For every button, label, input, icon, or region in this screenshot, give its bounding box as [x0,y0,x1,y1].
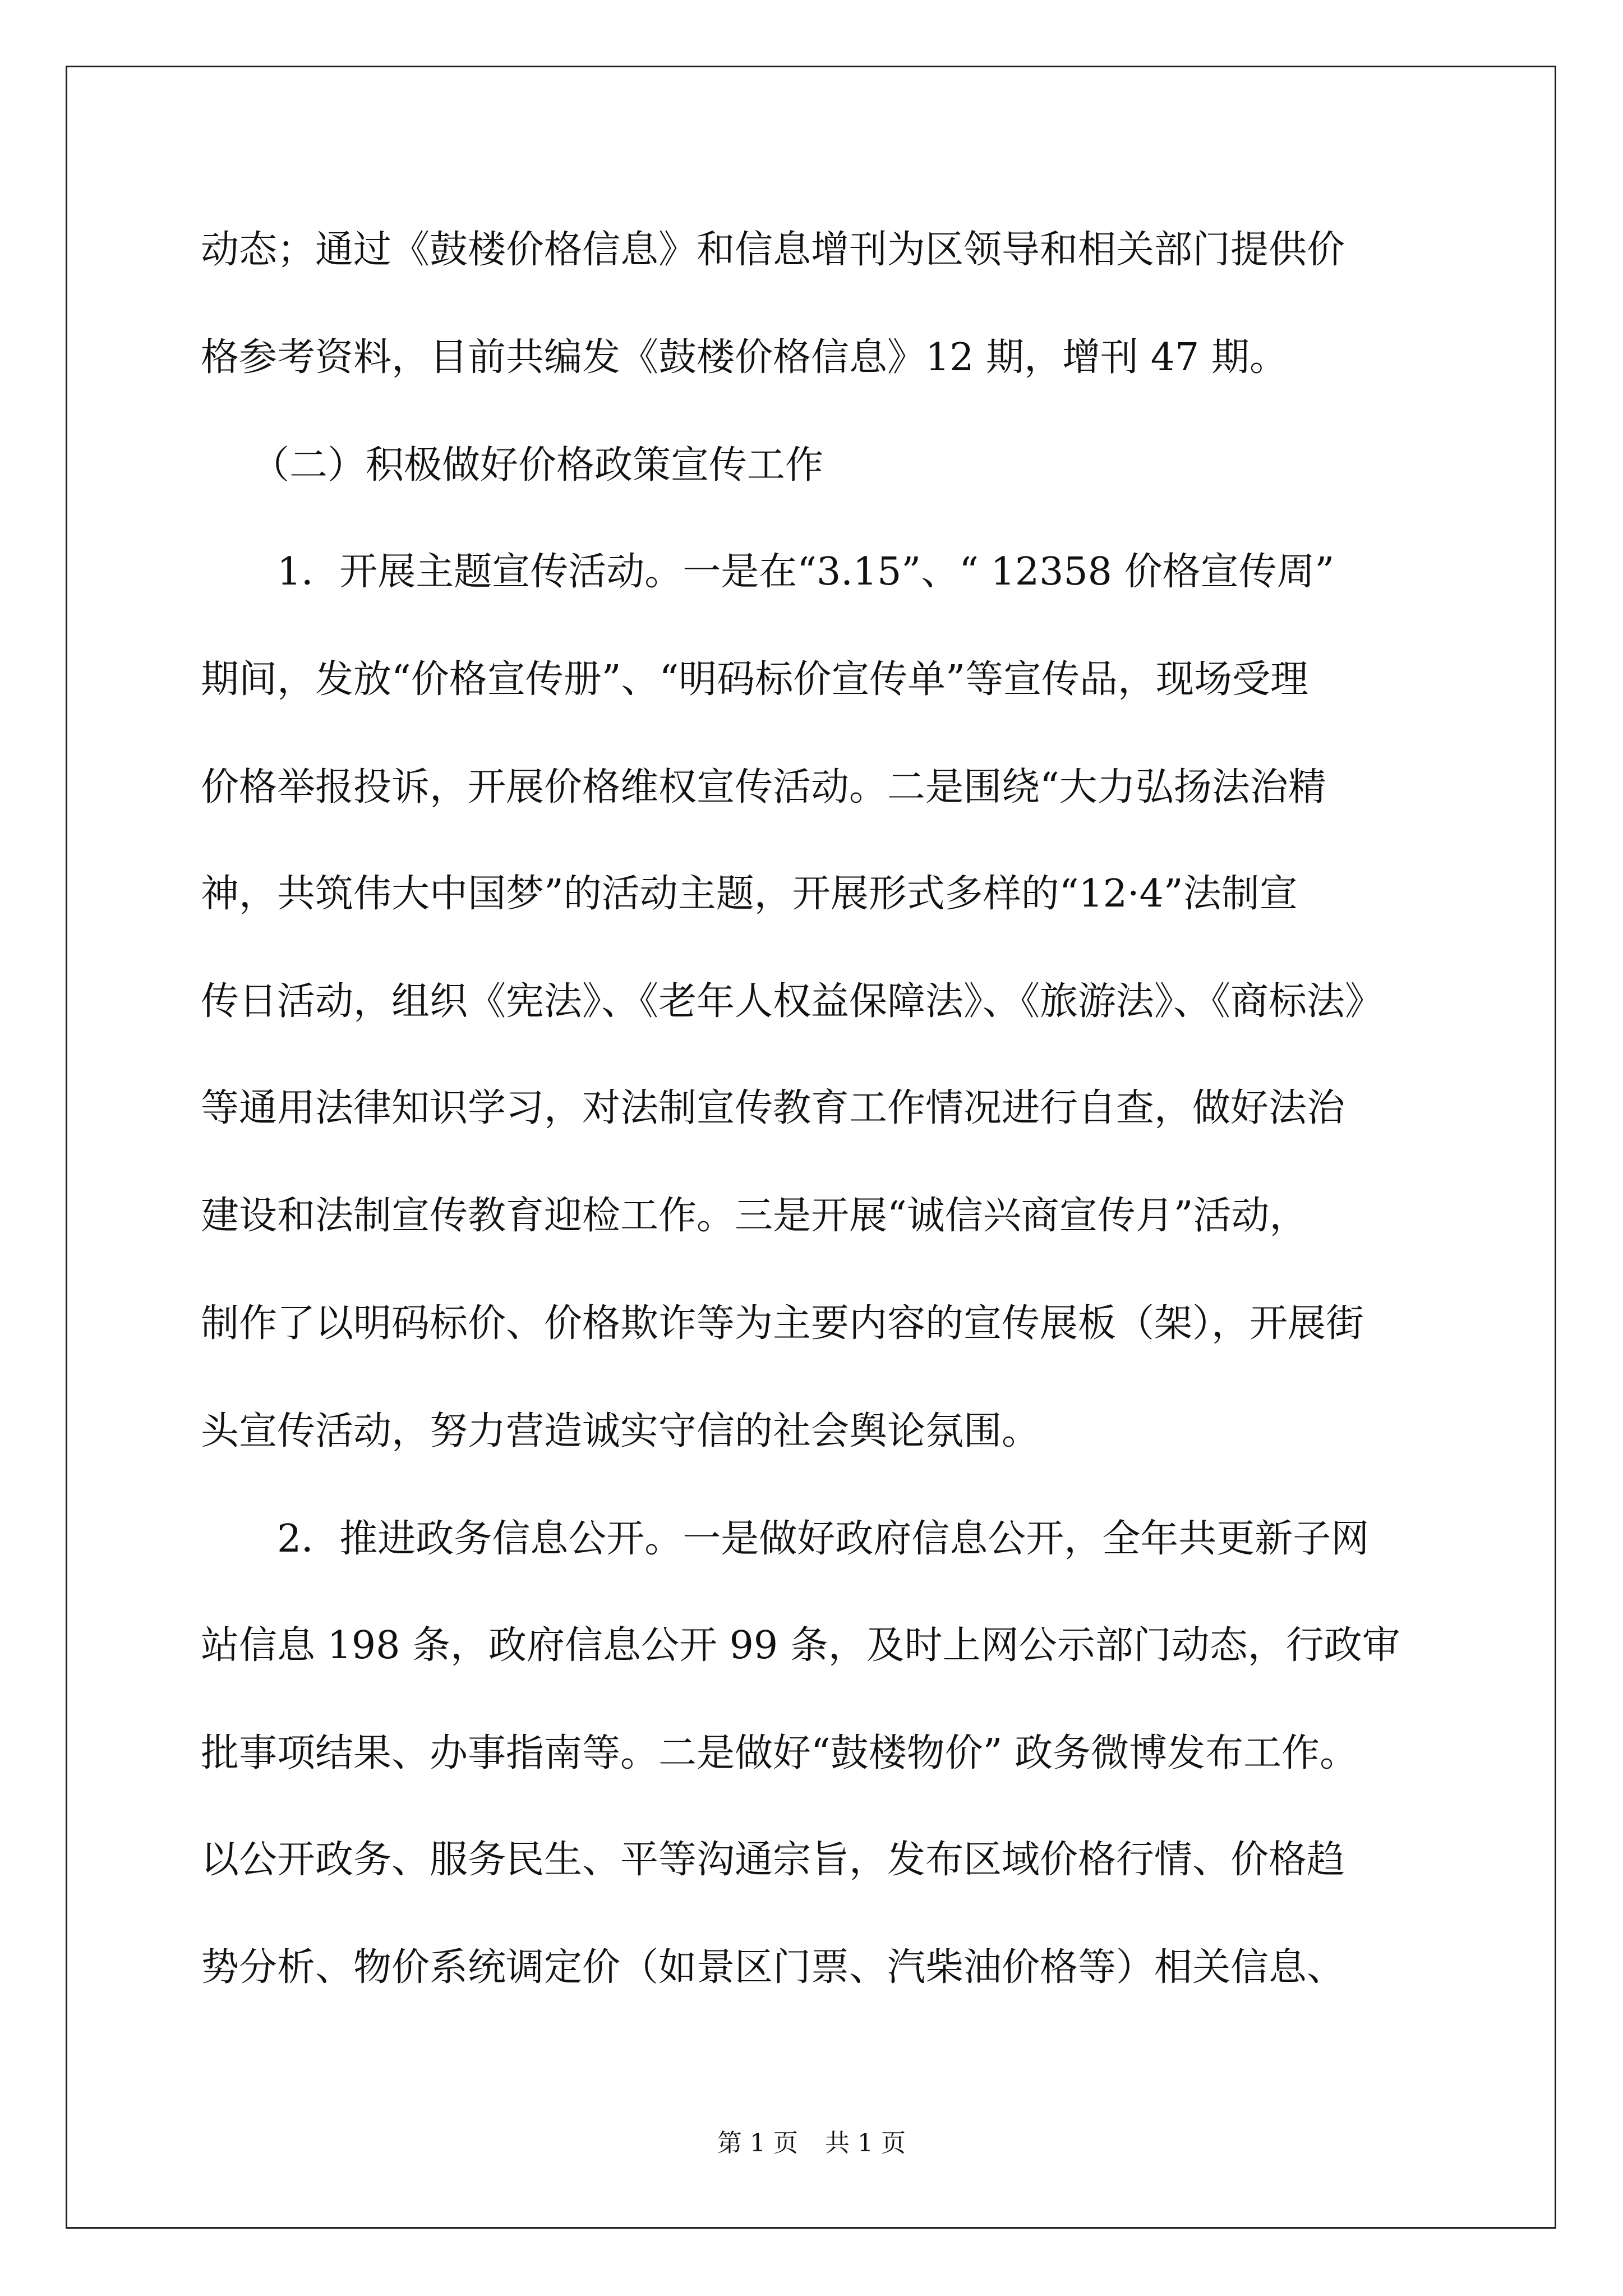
text-line: 以公开政务、服务民生、平等沟通宗旨，发布区域价格行情、价格趋 [201,1838,1345,1882]
text-line: 神，共筑伟大中国梦”的活动主题，开展形式多样的“12·4”法制宣 [201,872,1298,916]
text-line: 制作了以明码标价、价格欺诈等为主要内容的宣传展板（架），开展街 [201,1301,1364,1346]
text-line: 1．开展主题宣传活动。一是在“3.15”、“ 12358 价格宣传周” [277,550,1335,594]
page-total: 共 1 页 [825,2129,906,2157]
text-line: 价格举报投诉，开展价格维权宣传活动。二是围绕“大力弘扬法治精 [201,765,1326,809]
text-line: 等通用法律知识学习，对法制宣传教育工作情况进行自查，做好法治 [201,1086,1345,1130]
page-border [66,66,1556,2229]
text-line: 2．推进政务信息公开。一是做好政府信息公开，全年共更新子网 [277,1517,1370,1561]
text-line: 站信息 198 条，政府信息公开 99 条，及时上网公示部门动态，行政审 [201,1623,1400,1668]
text-line: 传日活动，组织《宪法》、《老年人权益保障法》、《旅游法》、《商标法》 [201,979,1384,1024]
text-line: 头宣传活动，努力营造诚实守信的社会舆论氛围。 [201,1409,1040,1453]
text-line: 格参考资料，目前共编发《鼓楼价格信息》12 期，增刊 47 期。 [201,335,1288,380]
text-line: 批事项结果、办事指南等。二是做好“鼓楼物价” 政务微博发布工作。 [201,1731,1358,1775]
page-number: 第 1 页 [717,2129,798,2157]
text-line: 期间，发放“价格宣传册”、“明码标价宣传单”等宣传品，现场受理 [201,657,1309,702]
text-line: 建设和法制宣传教育迎检工作。三是开展“诚信兴商宣传月”活动， [201,1194,1308,1238]
page-footer [0,2129,1623,2157]
text-line: 势分析、物价系统调定价（如景区门票、汽柴油价格等）相关信息、 [201,1945,1345,1990]
text-line: 动态；通过《鼓楼价格信息》和信息增刊为区领导和相关部门提供价 [201,228,1345,272]
section-heading: （二）积极做好价格政策宣传工作 [251,443,824,487]
